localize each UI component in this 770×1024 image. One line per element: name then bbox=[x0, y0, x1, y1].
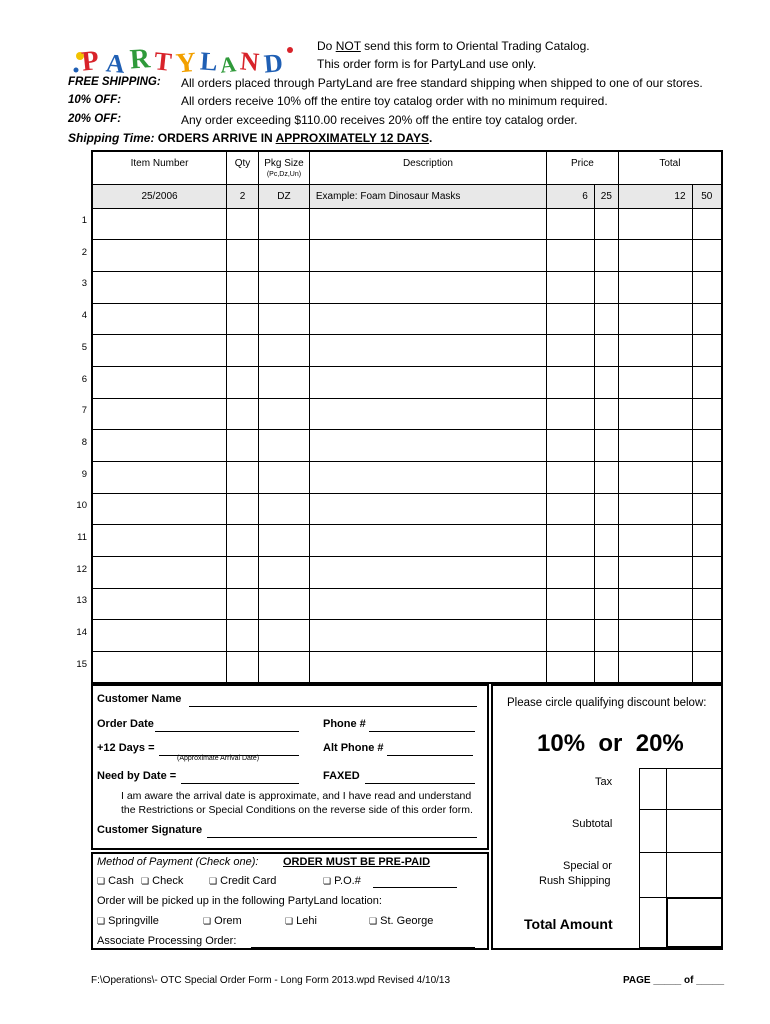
example-total-dollars: 12 bbox=[618, 184, 692, 208]
phone-field[interactable] bbox=[369, 731, 475, 732]
discount-totals-box bbox=[491, 684, 723, 950]
row-number: 1 bbox=[81, 215, 87, 226]
order-cell-price-cents[interactable] bbox=[594, 303, 618, 335]
order-cell-qty[interactable] bbox=[227, 652, 259, 684]
order-cell-qty[interactable] bbox=[227, 335, 259, 367]
shipping-cents-cell[interactable] bbox=[666, 852, 723, 898]
order-cell-pkg[interactable] bbox=[258, 303, 309, 335]
order-cell-total-dollars[interactable] bbox=[618, 557, 692, 589]
svg-text:D: D bbox=[262, 48, 284, 79]
order-cell-qty[interactable] bbox=[227, 557, 259, 589]
row-number: 2 bbox=[81, 246, 87, 258]
order-row bbox=[92, 430, 722, 462]
order-cell-total-cents[interactable] bbox=[692, 366, 722, 398]
header-total: Total bbox=[618, 151, 722, 184]
special-shipping-label-1: Special or bbox=[563, 860, 612, 872]
example-qty: 2 bbox=[227, 184, 259, 208]
row-number: 11 bbox=[77, 532, 87, 543]
special-shipping-label-2: Rush Shipping bbox=[539, 875, 611, 887]
order-row bbox=[92, 208, 722, 240]
header-item-number: Item Number bbox=[92, 151, 227, 184]
order-cell-price-dollars[interactable] bbox=[547, 240, 595, 272]
order-cell-pkg[interactable] bbox=[258, 208, 309, 240]
alt-phone-label: Alt Phone # bbox=[323, 742, 384, 754]
example-total-cents: 50 bbox=[692, 184, 722, 208]
example-desc: Example: Foam Dinosaur Masks bbox=[309, 184, 546, 208]
order-cell-qty[interactable] bbox=[227, 620, 259, 652]
order-cell-item[interactable] bbox=[92, 430, 227, 462]
order-cell-price-cents[interactable] bbox=[594, 430, 618, 462]
po-number-field[interactable] bbox=[373, 887, 457, 888]
order-cell-total-cents[interactable] bbox=[692, 620, 722, 652]
free-shipping-label: FREE SHIPPING: bbox=[68, 76, 161, 88]
order-cell-desc[interactable] bbox=[309, 271, 546, 303]
order-cell-price-dollars[interactable] bbox=[547, 462, 595, 494]
svg-text:N: N bbox=[238, 46, 261, 77]
row-number: 6 bbox=[81, 373, 87, 385]
example-price-dollars: 6 bbox=[547, 184, 595, 208]
header-qty: Qty bbox=[227, 151, 259, 184]
order-row bbox=[92, 240, 722, 272]
partyland-logo bbox=[68, 36, 298, 80]
order-cell-pkg[interactable] bbox=[258, 430, 309, 462]
twenty-off-text: Any order exceeding $110.00 receives 20% off the entire toy catalog order. bbox=[181, 113, 578, 127]
order-cell-total-dollars[interactable] bbox=[618, 271, 692, 303]
tax-label: Tax bbox=[595, 776, 613, 788]
order-row bbox=[92, 462, 722, 494]
loc-springville[interactable]: ❏ Springville bbox=[97, 915, 159, 927]
order-cell-total-dollars[interactable] bbox=[618, 398, 692, 430]
row-number: 14 bbox=[76, 627, 87, 639]
customer-info-box bbox=[91, 684, 489, 850]
example-pkg: DZ bbox=[258, 184, 309, 208]
order-row bbox=[92, 398, 722, 430]
order-cell-price-dollars[interactable] bbox=[547, 303, 595, 335]
order-cell-pkg[interactable] bbox=[258, 557, 309, 589]
order-cell-total-cents[interactable] bbox=[692, 430, 722, 462]
order-cell-total-cents[interactable] bbox=[692, 335, 722, 367]
order-cell-pkg[interactable] bbox=[258, 620, 309, 652]
order-cell-qty[interactable] bbox=[227, 366, 259, 398]
po-checkbox-icon[interactable]: ❏ bbox=[323, 876, 332, 886]
order-cell-price-dollars[interactable] bbox=[547, 398, 595, 430]
order-cell-desc[interactable] bbox=[309, 525, 546, 557]
order-cell-item[interactable] bbox=[92, 208, 227, 240]
row-number: 5 bbox=[81, 341, 87, 353]
order-row bbox=[92, 271, 722, 303]
customer-name-label: Customer Name bbox=[97, 693, 182, 705]
order-cell-pkg[interactable] bbox=[258, 588, 309, 620]
order-cell-total-dollars[interactable] bbox=[618, 335, 692, 367]
pay-option-cash[interactable]: ❏ Cash bbox=[97, 875, 134, 887]
order-cell-total-cents[interactable] bbox=[692, 588, 722, 620]
free-shipping-text: All orders placed through PartyLand are free standard shipping when shipped to one of our stores. bbox=[181, 76, 703, 90]
order-cell-price-cents[interactable] bbox=[594, 208, 618, 240]
discount-20[interactable]: 20% bbox=[635, 730, 684, 757]
order-cell-total-cents[interactable] bbox=[692, 462, 722, 494]
order-cell-item[interactable] bbox=[92, 462, 227, 494]
loc-lehi[interactable]: ❏ Lehi bbox=[285, 915, 317, 927]
order-cell-desc[interactable] bbox=[309, 652, 546, 684]
order-cell-pkg[interactable] bbox=[258, 493, 309, 525]
signature-field[interactable] bbox=[207, 837, 477, 838]
order-cell-item[interactable] bbox=[92, 271, 227, 303]
order-cell-qty[interactable] bbox=[227, 525, 259, 557]
order-cell-desc[interactable] bbox=[309, 208, 546, 240]
order-cell-desc[interactable] bbox=[309, 303, 546, 335]
order-cell-price-dollars[interactable] bbox=[547, 335, 595, 367]
credit-checkbox-icon[interactable]: ❏ bbox=[209, 876, 218, 886]
row-number: 10 bbox=[76, 500, 87, 512]
alt-phone-field[interactable] bbox=[387, 755, 473, 756]
approx-arrival-note: (Approximate Arrival Date) bbox=[177, 755, 260, 762]
order-cell-price-dollars[interactable] bbox=[547, 652, 595, 684]
order-cell-total-dollars[interactable] bbox=[618, 430, 692, 462]
example-row bbox=[92, 184, 722, 208]
header-pkg-sub: (Pc,Dz,Un) bbox=[266, 171, 302, 178]
order-cell-pkg[interactable] bbox=[258, 525, 309, 557]
order-cell-desc[interactable] bbox=[309, 398, 546, 430]
twenty-off-label: 20% OFF: bbox=[68, 113, 122, 125]
order-cell-price-cents[interactable] bbox=[594, 335, 618, 367]
row-number: 9 bbox=[81, 468, 87, 480]
pay-option-check[interactable]: ❏ Check bbox=[141, 875, 184, 887]
order-cell-desc[interactable] bbox=[309, 462, 546, 494]
order-row bbox=[92, 557, 722, 589]
order-row bbox=[92, 335, 722, 367]
order-cell-price-cents[interactable] bbox=[594, 462, 618, 494]
order-cell-item[interactable] bbox=[92, 335, 227, 367]
order-cell-total-cents[interactable] bbox=[692, 271, 722, 303]
order-cell-total-dollars[interactable] bbox=[618, 525, 692, 557]
order-cell-price-dollars[interactable] bbox=[547, 271, 595, 303]
springville-checkbox-icon[interactable]: ❏ bbox=[97, 916, 106, 926]
order-cell-total-cents[interactable] bbox=[692, 525, 722, 557]
order-cell-price-cents[interactable] bbox=[594, 652, 618, 684]
notice-line-2: This order form is for PartyLand use only. bbox=[317, 57, 537, 71]
order-cell-pkg[interactable] bbox=[258, 398, 309, 430]
example-price-cents: 25 bbox=[594, 184, 618, 208]
order-cell-desc[interactable] bbox=[309, 620, 546, 652]
order-cell-price-cents[interactable] bbox=[594, 366, 618, 398]
subtotal-label: Subtotal bbox=[572, 818, 613, 830]
order-cell-price-dollars[interactable] bbox=[547, 493, 595, 525]
order-cell-pkg[interactable] bbox=[258, 366, 309, 398]
order-cell-item[interactable] bbox=[92, 525, 227, 557]
check-checkbox-icon[interactable]: ❏ bbox=[141, 876, 150, 886]
order-cell-price-cents[interactable] bbox=[594, 493, 618, 525]
order-cell-total-dollars[interactable] bbox=[618, 303, 692, 335]
order-cell-total-cents[interactable] bbox=[692, 652, 722, 684]
order-cell-price-cents[interactable] bbox=[594, 240, 618, 272]
example-item: 25/2006 bbox=[92, 184, 227, 208]
svg-text:P: P bbox=[80, 45, 101, 78]
subtotal-dollars-cell[interactable] bbox=[639, 809, 667, 853]
order-row bbox=[92, 493, 722, 525]
order-row bbox=[92, 525, 722, 557]
need-by-label: Need by Date = bbox=[97, 770, 177, 782]
order-cell-price-cents[interactable] bbox=[594, 588, 618, 620]
order-cell-total-dollars[interactable] bbox=[618, 366, 692, 398]
order-cell-price-cents[interactable] bbox=[594, 398, 618, 430]
orem-checkbox-icon[interactable]: ❏ bbox=[203, 916, 212, 926]
associate-field[interactable] bbox=[251, 947, 475, 948]
row-number: 15 bbox=[76, 658, 87, 670]
order-cell-total-cents[interactable] bbox=[692, 303, 722, 335]
order-cell-price-cents[interactable] bbox=[594, 557, 618, 589]
order-cell-item[interactable] bbox=[92, 366, 227, 398]
order-cell-desc[interactable] bbox=[309, 335, 546, 367]
order-cell-qty[interactable] bbox=[227, 462, 259, 494]
signature-label: Customer Signature bbox=[97, 824, 203, 836]
header-price: Price bbox=[547, 151, 619, 184]
faxed-field[interactable] bbox=[365, 783, 475, 784]
order-cell-total-cents[interactable] bbox=[692, 208, 722, 240]
footer-path: F:\Operations\- OTC Special Order Form - Long Form 2013.wpd Revised 4/10/13 bbox=[91, 975, 451, 986]
tax-cents-cell[interactable] bbox=[666, 768, 723, 810]
order-row bbox=[92, 620, 722, 652]
order-cell-item[interactable] bbox=[92, 493, 227, 525]
order-row bbox=[92, 588, 722, 620]
total-dollars-cell[interactable] bbox=[639, 897, 667, 948]
plus12-days-label: +12 Days = bbox=[97, 742, 155, 754]
circle-discount-text: Please circle qualifying discount below: bbox=[507, 697, 707, 709]
order-cell-price-dollars[interactable] bbox=[547, 208, 595, 240]
order-cell-pkg[interactable] bbox=[258, 462, 309, 494]
order-cell-price-cents[interactable] bbox=[594, 525, 618, 557]
order-cell-total-dollars[interactable] bbox=[618, 462, 692, 494]
faxed-label: FAXED bbox=[323, 770, 360, 782]
order-cell-qty[interactable] bbox=[227, 240, 259, 272]
svg-text:R: R bbox=[128, 43, 152, 76]
row-number: 8 bbox=[81, 436, 87, 448]
order-cell-qty[interactable] bbox=[227, 430, 259, 462]
row-number: 7 bbox=[81, 405, 87, 417]
notice-not: NOT bbox=[335, 39, 361, 53]
total-amount-label: Total Amount bbox=[524, 916, 613, 932]
order-date-field[interactable] bbox=[155, 731, 299, 732]
order-cell-price-cents[interactable] bbox=[594, 620, 618, 652]
order-cell-total-dollars[interactable] bbox=[618, 493, 692, 525]
order-date-label: Order Date bbox=[97, 718, 154, 730]
order-cell-price-dollars[interactable] bbox=[547, 430, 595, 462]
row-number: 12 bbox=[76, 563, 87, 575]
row-number: 4 bbox=[81, 310, 87, 322]
order-cell-qty[interactable] bbox=[227, 208, 259, 240]
order-cell-total-dollars[interactable] bbox=[618, 652, 692, 684]
order-cell-item[interactable] bbox=[92, 652, 227, 684]
svg-text:A: A bbox=[218, 51, 238, 78]
order-row bbox=[92, 652, 722, 684]
payment-method-label: Method of Payment (Check one): bbox=[97, 856, 259, 868]
order-cell-item[interactable] bbox=[92, 303, 227, 335]
order-cell-total-cents[interactable] bbox=[692, 493, 722, 525]
lehi-checkbox-icon[interactable]: ❏ bbox=[285, 916, 294, 926]
order-table bbox=[91, 150, 723, 684]
order-cell-qty[interactable] bbox=[227, 303, 259, 335]
order-cell-pkg[interactable] bbox=[258, 335, 309, 367]
tax-dollars-cell[interactable] bbox=[639, 768, 667, 810]
aware-text-1: I am aware the arrival date is approximate, and I have read and understand bbox=[121, 790, 472, 802]
order-cell-total-cents[interactable] bbox=[692, 557, 722, 589]
order-cell-desc[interactable] bbox=[309, 240, 546, 272]
ten-off-text: All orders receive 10% off the entire toy catalog order with no minimum required. bbox=[181, 94, 608, 108]
shipping-dollars-cell[interactable] bbox=[639, 852, 667, 898]
subtotal-cents-cell[interactable] bbox=[666, 809, 723, 853]
order-cell-pkg[interactable] bbox=[258, 652, 309, 684]
order-cell-total-cents[interactable] bbox=[692, 240, 722, 272]
discount-or: or bbox=[598, 730, 623, 757]
order-cell-desc[interactable] bbox=[309, 557, 546, 589]
order-cell-price-dollars[interactable] bbox=[547, 557, 595, 589]
svg-text:T: T bbox=[152, 46, 174, 77]
order-cell-price-dollars[interactable] bbox=[547, 588, 595, 620]
prepaid-notice: ORDER MUST BE PRE-PAID bbox=[283, 856, 431, 868]
order-cell-price-dollars[interactable] bbox=[547, 525, 595, 557]
header-description: Description bbox=[309, 151, 546, 184]
order-cell-total-dollars[interactable] bbox=[618, 208, 692, 240]
ten-off-label: 10% OFF: bbox=[68, 94, 122, 106]
order-cell-price-dollars[interactable] bbox=[547, 620, 595, 652]
customer-name-field[interactable] bbox=[189, 706, 477, 707]
loc-st-george[interactable]: ❏ St. George bbox=[369, 915, 434, 927]
discount-options bbox=[537, 730, 684, 758]
order-cell-item[interactable] bbox=[92, 398, 227, 430]
order-cell-item[interactable] bbox=[92, 240, 227, 272]
shipping-time: Shipping Time: ORDERS ARRIVE IN APPROXIMATELY 12 DAYS. bbox=[68, 131, 433, 145]
order-cell-item[interactable] bbox=[92, 588, 227, 620]
header-pkg-size: Pkg Size (Pc,Dz,Un) bbox=[258, 151, 309, 184]
cash-checkbox-icon[interactable]: ❏ bbox=[97, 876, 106, 886]
order-cell-pkg[interactable] bbox=[258, 240, 309, 272]
order-cell-desc[interactable] bbox=[309, 493, 546, 525]
svg-text:L: L bbox=[199, 46, 219, 77]
svg-text:Y: Y bbox=[174, 46, 198, 80]
order-cell-total-dollars[interactable] bbox=[618, 240, 692, 272]
order-cell-total-cents[interactable] bbox=[692, 398, 722, 430]
loc-orem[interactable]: ❏ Orem bbox=[203, 915, 242, 927]
row-number: 13 bbox=[76, 595, 87, 607]
pay-option-po[interactable]: ❏ P.O.# bbox=[323, 875, 361, 887]
svg-text:A: A bbox=[104, 48, 127, 79]
need-by-field[interactable] bbox=[181, 783, 299, 784]
pickup-text: Order will be picked up in the following PartyLand location: bbox=[97, 895, 382, 907]
order-cell-qty[interactable] bbox=[227, 493, 259, 525]
order-cell-item[interactable] bbox=[92, 620, 227, 652]
aware-text-2: the Restrictions or Special Conditions on the reverse side of this order form. bbox=[121, 804, 473, 816]
notice-line-1: Do NOT send this form to Oriental Trading Catalog. bbox=[317, 39, 590, 53]
order-cell-item[interactable] bbox=[92, 557, 227, 589]
page-counter: PAGE _____ of _____ bbox=[623, 975, 725, 986]
row-number: 3 bbox=[81, 278, 87, 290]
order-cell-total-dollars[interactable] bbox=[618, 620, 692, 652]
order-row bbox=[92, 303, 722, 335]
order-row bbox=[92, 366, 722, 398]
st-george-checkbox-icon[interactable]: ❏ bbox=[369, 916, 378, 926]
order-cell-total-dollars[interactable] bbox=[618, 588, 692, 620]
order-cell-qty[interactable] bbox=[227, 588, 259, 620]
order-cell-price-cents[interactable] bbox=[594, 271, 618, 303]
order-cell-desc[interactable] bbox=[309, 366, 546, 398]
phone-label: Phone # bbox=[323, 718, 366, 730]
associate-label: Associate Processing Order: bbox=[97, 935, 237, 947]
total-cents-cell[interactable] bbox=[666, 897, 723, 948]
order-cell-qty[interactable] bbox=[227, 398, 259, 430]
discount-10[interactable]: 10% bbox=[537, 730, 586, 757]
order-cell-desc[interactable] bbox=[309, 430, 546, 462]
payment-box bbox=[91, 852, 489, 950]
order-cell-desc[interactable] bbox=[309, 588, 546, 620]
order-cell-pkg[interactable] bbox=[258, 271, 309, 303]
order-cell-qty[interactable] bbox=[227, 271, 259, 303]
order-cell-price-dollars[interactable] bbox=[547, 366, 595, 398]
pay-option-credit[interactable]: ❏ Credit Card bbox=[209, 875, 277, 887]
